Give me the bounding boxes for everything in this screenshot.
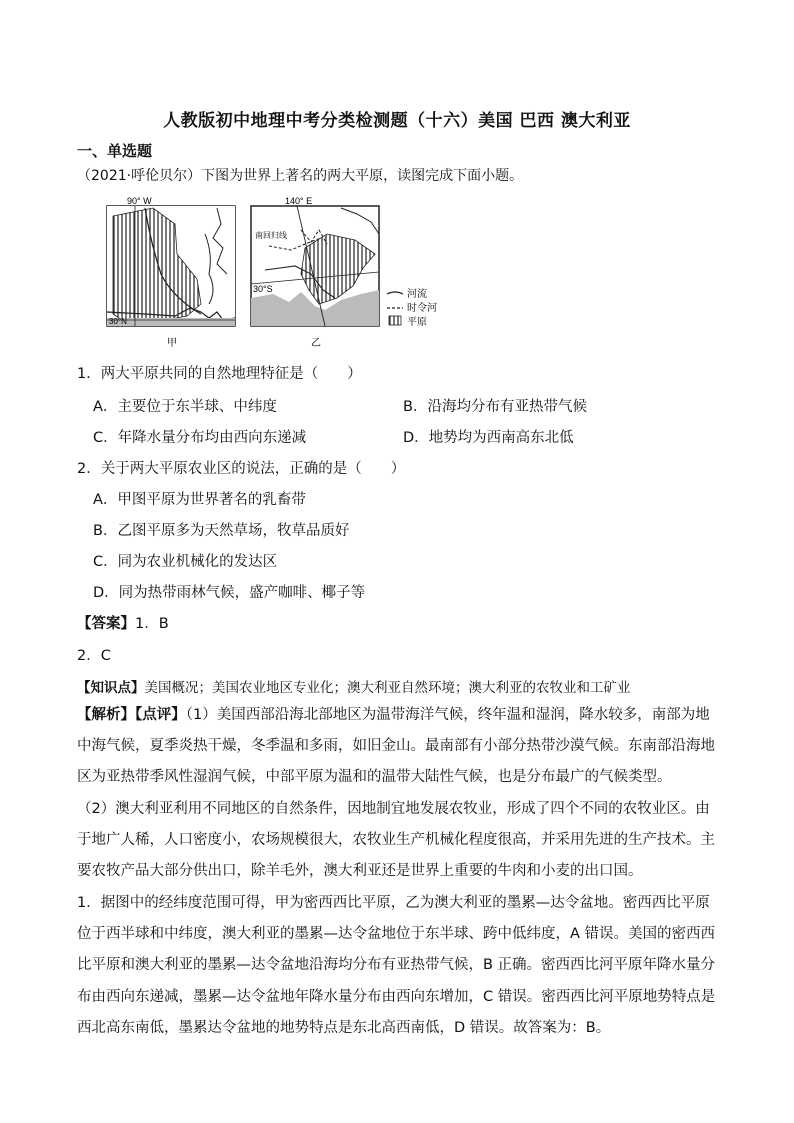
question-1-option-d: D．地势均为西南高东北低: [403, 430, 574, 446]
answer-1: 1．B: [135, 616, 169, 632]
legend-river: 河流: [407, 289, 427, 300]
knowledge-text: 美国概况；美国农业地区专业化；澳大利亚自然环境；澳大利亚的农牧业和工矿业: [144, 680, 631, 696]
map-jia: [107, 196, 235, 349]
plains-map-figure: [105, 194, 455, 354]
map-yi-tropic-label: 南回归线: [255, 231, 287, 240]
analysis-paragraph-3: 1．据图中的经纬度范围可得，甲为密西西比平原，乙为澳大利亚的墨累—达令盆地。密西西比平原位于西半球和中纬度，澳大利亚的墨累—达令盆地位于东半球、跨中低纬度，A 错误。美国的密西西比平原和澳大利亚的墨累—达令盆地沿海均分布有亚热带气候，B 正确。密西西比河平原年降水量分布由西向东递减，墨累—达令盆地年降水量分布由西向东增加，C 错误。密西西比河平原地势特点是西北高东南低，墨累达令盆地的地势特点是东北高西南低，D 错误。故答案为：B。: [77, 895, 716, 1036]
map-yi-lat-label: 30°S: [253, 284, 273, 294]
knowledge-tag: 【知识点】: [77, 680, 145, 696]
analysis-text-1: （1）美国西部沿海北部地区为温带海洋气候，终年温和湿润，降水较多，南部为地中海气候，夏季炎热干燥，冬季温和多雨，如旧金山。最南部有小部分热带沙漠气候。东南部沿海地区为亚热带季风性湿润气候，中部平原为温和的温带大陆性气候，也是分布最广的气候类型。: [77, 707, 715, 786]
map-jia-lon-label: 90° W: [127, 196, 152, 206]
analysis-paragraph-2: （2）澳大利亚利用不同地区的自然条件，因地制宜地发展农牧业，形成了四个不同的农牧业区。由于地广人稀，人口密度小，农场规模很大，农牧业生产机械化程度很高，并采用先进的生产技术。主要农牧产品大部分供出口，除羊毛外，澳大利亚还是世界上重要的牛肉和小麦的出口国。: [77, 801, 715, 880]
question-2-stem: 2．关于两大平原农业区的说法，正确的是（ ）: [77, 461, 406, 477]
map-legend: [387, 287, 437, 328]
question-2-option-a: A．甲图平原为世界著名的乳畜带: [93, 492, 306, 508]
question-intro: （2021·呼伦贝尔）下图为世界上著名的两大平原，读图完成下面小题。: [77, 168, 524, 184]
plain-legend-icon: [389, 316, 401, 325]
answer-line-1: [77, 612, 169, 633]
legend-plain: 平原: [407, 317, 427, 328]
legend-seasonal-river: 时令河: [407, 303, 437, 314]
river-legend-icon: [387, 292, 403, 294]
map-yi-lon-label: 140° E: [285, 196, 313, 206]
question-1-stem: 1．两大平原共同的自然地理特征是（ ）: [77, 366, 362, 382]
answer-tag: 【答案】: [77, 616, 135, 632]
question-1-option-a: A．主要位于东半球、中纬度: [93, 399, 277, 415]
map-yi-caption: 乙: [311, 338, 321, 349]
question-2-option-d: D．同为热带雨林气候，盛产咖啡、椰子等: [93, 585, 366, 601]
question-1-option-b: B．沿海均分布有亚热带气候: [403, 399, 587, 415]
map-jia-caption: 甲: [167, 338, 177, 349]
analysis-tag: 【解析】【点评】: [77, 707, 186, 723]
map-yi: [251, 196, 379, 349]
map-jia-lat-label: 30°N: [109, 317, 127, 326]
knowledge-point: [77, 676, 631, 696]
page-title: 人教版初中地理中考分类检测题（十六）美国 巴西 澳大利亚: [163, 111, 631, 131]
question-2-option-b: B．乙图平原多为天然草场，牧草品质好: [93, 523, 350, 539]
section-heading: 一、单选题: [77, 142, 153, 160]
question-1-option-c: C．年降水量分布均由西向东递减: [93, 430, 307, 446]
answer-2: 2．C: [77, 648, 111, 664]
analysis-paragraph-1: [77, 700, 717, 794]
question-2-option-c: C．同为农业机械化的发达区: [93, 554, 278, 570]
